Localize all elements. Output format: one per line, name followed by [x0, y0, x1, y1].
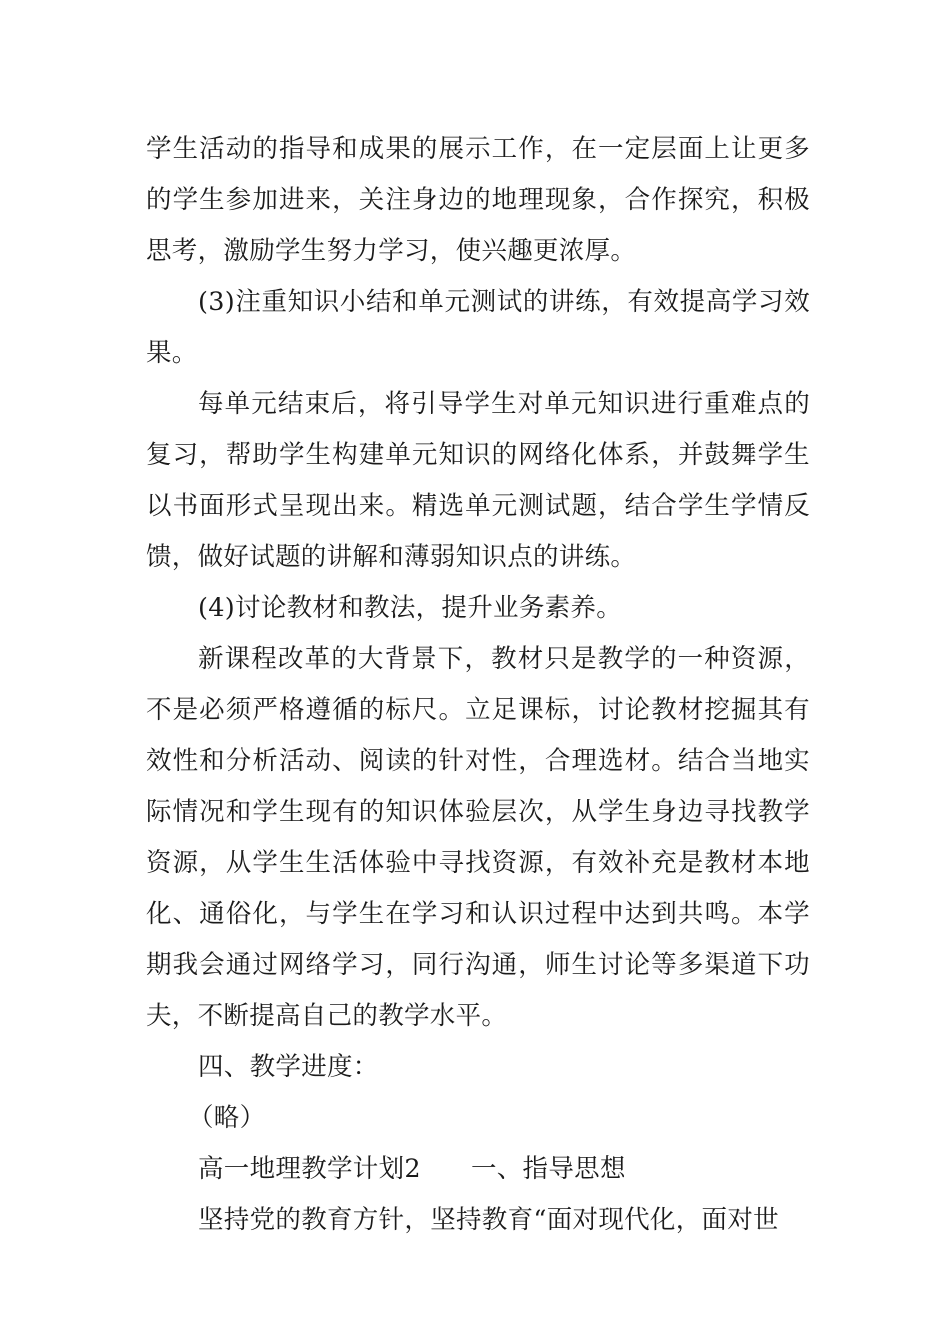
- document-page: [146, 124, 810, 1246]
- paragraph-section-4-heading: (4)讨论教材和教法，提升业务素养。: [198, 593, 623, 623]
- paragraph-unit-review: 每单元结束后，将引导学生对单元知识进行重难点的复习，帮助学生构建单元知识的网络化体系，并鼓舞学生以书面形式呈现出来。精选单元测试题，结合学生学情反馈，做好试题的讲解和薄弱知识点的讲练。: [146, 389, 810, 572]
- plan-title: 高一地理教学计划2: [198, 1154, 421, 1184]
- paragraph-activity-guidance: 学生活动的指导和成果的展示工作，在一定层面上让更多的学生参加进来，关注身边的地理现象，合作探究，积极思考，激励学生努力学习，使兴趣更浓厚。: [146, 134, 810, 266]
- paragraph-omitted: （略）: [188, 1103, 266, 1133]
- paragraph-plan-2-title: [146, 1144, 810, 1195]
- paragraph-education-policy: 坚持党的教育方针，坚持教育“面对现代化，面对世: [198, 1205, 779, 1235]
- paragraph-curriculum-reform: 新课程改革的大背景下，教材只是教学的一种资源，不是必须严格遵循的标尺。立足课标，讨论教材挖掘其有效性和分析活动、阅读的针对性，合理选材。结合当地实际情况和学生现有的知识体验层次，从学生身边寻找教学资源，从学生生活体验中寻找资源，有效补充是教材本地化、通俗化，与学生在学习和认识过程中达到共鸣。本学期我会通过网络学习，同行沟通，师生讨论等多渠道下功夫，不断提高自己的教学水平。: [146, 644, 810, 1031]
- paragraph-section-3-heading: (3)注重知识小结和单元测试的讲练，有效提高学习效果。: [146, 287, 810, 368]
- guiding-thought-heading: 一、指导思想: [470, 1154, 626, 1184]
- paragraph-teaching-progress-heading: 四、教学进度：: [198, 1052, 379, 1082]
